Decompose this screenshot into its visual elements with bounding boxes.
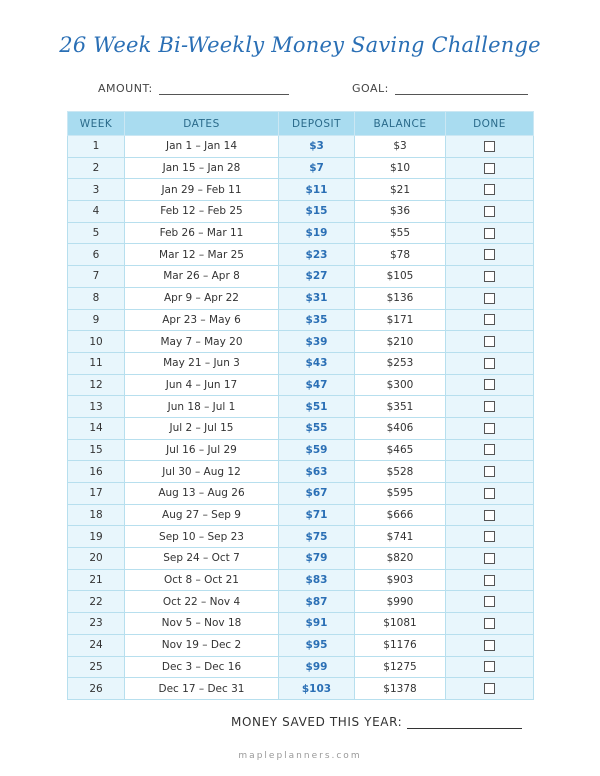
- cell-balance: $300: [355, 374, 446, 396]
- checkbox-icon[interactable]: [484, 423, 495, 434]
- cell-done: [446, 548, 534, 570]
- cell-deposit: $43: [279, 352, 355, 374]
- cell-dates: Aug 13 – Aug 26: [125, 483, 279, 505]
- money-saved-field: [231, 714, 522, 729]
- cell-week: 8: [68, 287, 125, 309]
- cell-dates: Apr 9 – Apr 22: [125, 287, 279, 309]
- cell-balance: $1081: [355, 613, 446, 635]
- table-row: [68, 678, 534, 700]
- checkbox-icon[interactable]: [484, 336, 495, 347]
- table-row: [68, 201, 534, 223]
- cell-week: 24: [68, 634, 125, 656]
- cell-deposit: $19: [279, 222, 355, 244]
- cell-week: 20: [68, 548, 125, 570]
- cell-deposit: $79: [279, 548, 355, 570]
- header-deposit: DEPOSIT: [279, 112, 355, 136]
- table-row: [68, 244, 534, 266]
- checkbox-icon[interactable]: [484, 163, 495, 174]
- checkbox-icon[interactable]: [484, 358, 495, 369]
- amount-label: AMOUNT:: [98, 82, 153, 95]
- cell-dates: Mar 26 – Apr 8: [125, 266, 279, 288]
- cell-balance: $666: [355, 504, 446, 526]
- cell-deposit: $59: [279, 439, 355, 461]
- cell-done: [446, 504, 534, 526]
- cell-balance: $351: [355, 396, 446, 418]
- cell-done: [446, 439, 534, 461]
- cell-dates: Jan 1 – Jan 14: [125, 136, 279, 158]
- cell-balance: $55: [355, 222, 446, 244]
- checkbox-icon[interactable]: [484, 488, 495, 499]
- header-done: DONE: [446, 112, 534, 136]
- cell-dates: Aug 27 – Sep 9: [125, 504, 279, 526]
- cell-deposit: $15: [279, 201, 355, 223]
- table-row: [68, 569, 534, 591]
- checkbox-icon[interactable]: [484, 618, 495, 629]
- cell-week: 7: [68, 266, 125, 288]
- cell-week: 21: [68, 569, 125, 591]
- table-row: [68, 656, 534, 678]
- table-row: [68, 309, 534, 331]
- table-row: [68, 179, 534, 201]
- goal-label: GOAL:: [352, 82, 389, 95]
- goal-input-line[interactable]: [395, 82, 528, 95]
- cell-done: [446, 526, 534, 548]
- cell-week: 3: [68, 179, 125, 201]
- table-row: [68, 634, 534, 656]
- cell-week: 15: [68, 439, 125, 461]
- cell-dates: Jan 15 – Jan 28: [125, 157, 279, 179]
- checkbox-icon[interactable]: [484, 683, 495, 694]
- cell-done: [446, 569, 534, 591]
- amount-field: [98, 82, 289, 95]
- checkbox-icon[interactable]: [484, 379, 495, 390]
- cell-balance: $171: [355, 309, 446, 331]
- cell-week: 17: [68, 483, 125, 505]
- goal-field: [352, 82, 528, 95]
- table-row: [68, 157, 534, 179]
- money-saved-input-line[interactable]: [407, 714, 522, 729]
- cell-deposit: $99: [279, 656, 355, 678]
- checkbox-icon[interactable]: [484, 293, 495, 304]
- cell-balance: $595: [355, 483, 446, 505]
- cell-done: [446, 244, 534, 266]
- cell-week: 18: [68, 504, 125, 526]
- cell-done: [446, 678, 534, 700]
- checkbox-icon[interactable]: [484, 141, 495, 152]
- cell-done: [446, 483, 534, 505]
- cell-done: [446, 352, 534, 374]
- table-row: [68, 266, 534, 288]
- cell-dates: Oct 8 – Oct 21: [125, 569, 279, 591]
- cell-done: [446, 266, 534, 288]
- table-row: [68, 504, 534, 526]
- cell-dates: Feb 26 – Mar 11: [125, 222, 279, 244]
- cell-deposit: $71: [279, 504, 355, 526]
- cell-deposit: $75: [279, 526, 355, 548]
- cell-dates: May 21 – Jun 3: [125, 352, 279, 374]
- checkbox-icon[interactable]: [484, 661, 495, 672]
- cell-balance: $105: [355, 266, 446, 288]
- cell-dates: Feb 12 – Feb 25: [125, 201, 279, 223]
- cell-balance: $3: [355, 136, 446, 158]
- footer-website: mapleplanners.com: [238, 751, 362, 761]
- cell-balance: $1275: [355, 656, 446, 678]
- cell-dates: Dec 17 – Dec 31: [125, 678, 279, 700]
- checkbox-icon[interactable]: [484, 596, 495, 607]
- cell-balance: $10: [355, 157, 446, 179]
- cell-week: 9: [68, 309, 125, 331]
- cell-week: 25: [68, 656, 125, 678]
- cell-week: 2: [68, 157, 125, 179]
- cell-balance: $741: [355, 526, 446, 548]
- cell-deposit: $27: [279, 266, 355, 288]
- cell-done: [446, 157, 534, 179]
- cell-deposit: $39: [279, 331, 355, 353]
- cell-dates: Nov 19 – Dec 2: [125, 634, 279, 656]
- cell-deposit: $23: [279, 244, 355, 266]
- cell-deposit: $63: [279, 461, 355, 483]
- table-row: [68, 352, 534, 374]
- table-row: [68, 548, 534, 570]
- cell-deposit: $87: [279, 591, 355, 613]
- cell-done: [446, 461, 534, 483]
- table-row: [68, 439, 534, 461]
- checkbox-icon[interactable]: [484, 401, 495, 412]
- checkbox-icon[interactable]: [484, 314, 495, 325]
- cell-balance: $903: [355, 569, 446, 591]
- cell-balance: $253: [355, 352, 446, 374]
- cell-done: [446, 634, 534, 656]
- cell-balance: $528: [355, 461, 446, 483]
- cell-deposit: $83: [279, 569, 355, 591]
- cell-done: [446, 287, 534, 309]
- cell-done: [446, 396, 534, 418]
- cell-dates: Jul 2 – Jul 15: [125, 417, 279, 439]
- cell-deposit: $11: [279, 179, 355, 201]
- cell-done: [446, 656, 534, 678]
- cell-balance: $36: [355, 201, 446, 223]
- money-saved-label: MONEY SAVED THIS YEAR:: [231, 715, 403, 729]
- cell-deposit: $3: [279, 136, 355, 158]
- page-title: 26 Week Bi-Weekly Money Saving Challenge: [59, 33, 541, 57]
- cell-dates: Jan 29 – Feb 11: [125, 179, 279, 201]
- cell-dates: Jun 4 – Jun 17: [125, 374, 279, 396]
- checkbox-icon[interactable]: [484, 271, 495, 282]
- cell-week: 22: [68, 591, 125, 613]
- cell-dates: Jul 16 – Jul 29: [125, 439, 279, 461]
- checkbox-icon[interactable]: [484, 531, 495, 542]
- table-row: [68, 417, 534, 439]
- cell-deposit: $35: [279, 309, 355, 331]
- cell-dates: Oct 22 – Nov 4: [125, 591, 279, 613]
- checkbox-icon[interactable]: [484, 444, 495, 455]
- checkbox-icon[interactable]: [484, 466, 495, 477]
- table-row: [68, 136, 534, 158]
- cell-week: 26: [68, 678, 125, 700]
- checkbox-icon[interactable]: [484, 510, 495, 521]
- cell-week: 23: [68, 613, 125, 635]
- checkbox-icon[interactable]: [484, 206, 495, 217]
- table-row: [68, 331, 534, 353]
- cell-deposit: $103: [279, 678, 355, 700]
- cell-balance: $21: [355, 179, 446, 201]
- cell-deposit: $51: [279, 396, 355, 418]
- cell-deposit: $31: [279, 287, 355, 309]
- cell-balance: $1378: [355, 678, 446, 700]
- cell-done: [446, 374, 534, 396]
- cell-week: 11: [68, 352, 125, 374]
- cell-done: [446, 613, 534, 635]
- cell-done: [446, 222, 534, 244]
- cell-week: 16: [68, 461, 125, 483]
- cell-week: 4: [68, 201, 125, 223]
- cell-balance: $136: [355, 287, 446, 309]
- cell-done: [446, 201, 534, 223]
- cell-deposit: $47: [279, 374, 355, 396]
- table-row: [68, 287, 534, 309]
- cell-dates: Sep 10 – Sep 23: [125, 526, 279, 548]
- cell-week: 13: [68, 396, 125, 418]
- checkbox-icon[interactable]: [484, 640, 495, 651]
- cell-week: 14: [68, 417, 125, 439]
- cell-dates: Apr 23 – May 6: [125, 309, 279, 331]
- cell-deposit: $55: [279, 417, 355, 439]
- checkbox-icon[interactable]: [484, 553, 495, 564]
- cell-balance: $820: [355, 548, 446, 570]
- checkbox-icon[interactable]: [484, 228, 495, 239]
- checkbox-icon[interactable]: [484, 575, 495, 586]
- savings-table: [67, 111, 534, 700]
- table-row: [68, 526, 534, 548]
- cell-dates: Nov 5 – Nov 18: [125, 613, 279, 635]
- header-week: WEEK: [68, 112, 125, 136]
- cell-dates: Sep 24 – Oct 7: [125, 548, 279, 570]
- cell-done: [446, 136, 534, 158]
- cell-week: 10: [68, 331, 125, 353]
- header-dates: DATES: [125, 112, 279, 136]
- table-row: [68, 461, 534, 483]
- cell-deposit: $67: [279, 483, 355, 505]
- cell-week: 6: [68, 244, 125, 266]
- cell-week: 5: [68, 222, 125, 244]
- cell-week: 1: [68, 136, 125, 158]
- cell-balance: $990: [355, 591, 446, 613]
- cell-dates: Mar 12 – Mar 25: [125, 244, 279, 266]
- table-row: [68, 396, 534, 418]
- table-row: [68, 613, 534, 635]
- cell-dates: Dec 3 – Dec 16: [125, 656, 279, 678]
- header-balance: BALANCE: [355, 112, 446, 136]
- amount-input-line[interactable]: [159, 82, 289, 95]
- cell-balance: $78: [355, 244, 446, 266]
- table-header-row: [68, 112, 534, 136]
- cell-week: 12: [68, 374, 125, 396]
- table-row: [68, 374, 534, 396]
- cell-week: 19: [68, 526, 125, 548]
- cell-done: [446, 417, 534, 439]
- cell-deposit: $7: [279, 157, 355, 179]
- checkbox-icon[interactable]: [484, 184, 495, 195]
- table-row: [68, 222, 534, 244]
- cell-deposit: $91: [279, 613, 355, 635]
- cell-done: [446, 331, 534, 353]
- cell-balance: $465: [355, 439, 446, 461]
- table-row: [68, 591, 534, 613]
- cell-done: [446, 591, 534, 613]
- cell-balance: $210: [355, 331, 446, 353]
- cell-dates: May 7 – May 20: [125, 331, 279, 353]
- cell-dates: Jul 30 – Aug 12: [125, 461, 279, 483]
- table-row: [68, 483, 534, 505]
- cell-balance: $406: [355, 417, 446, 439]
- cell-dates: Jun 18 – Jul 1: [125, 396, 279, 418]
- cell-deposit: $95: [279, 634, 355, 656]
- cell-balance: $1176: [355, 634, 446, 656]
- cell-done: [446, 179, 534, 201]
- checkbox-icon[interactable]: [484, 249, 495, 260]
- cell-done: [446, 309, 534, 331]
